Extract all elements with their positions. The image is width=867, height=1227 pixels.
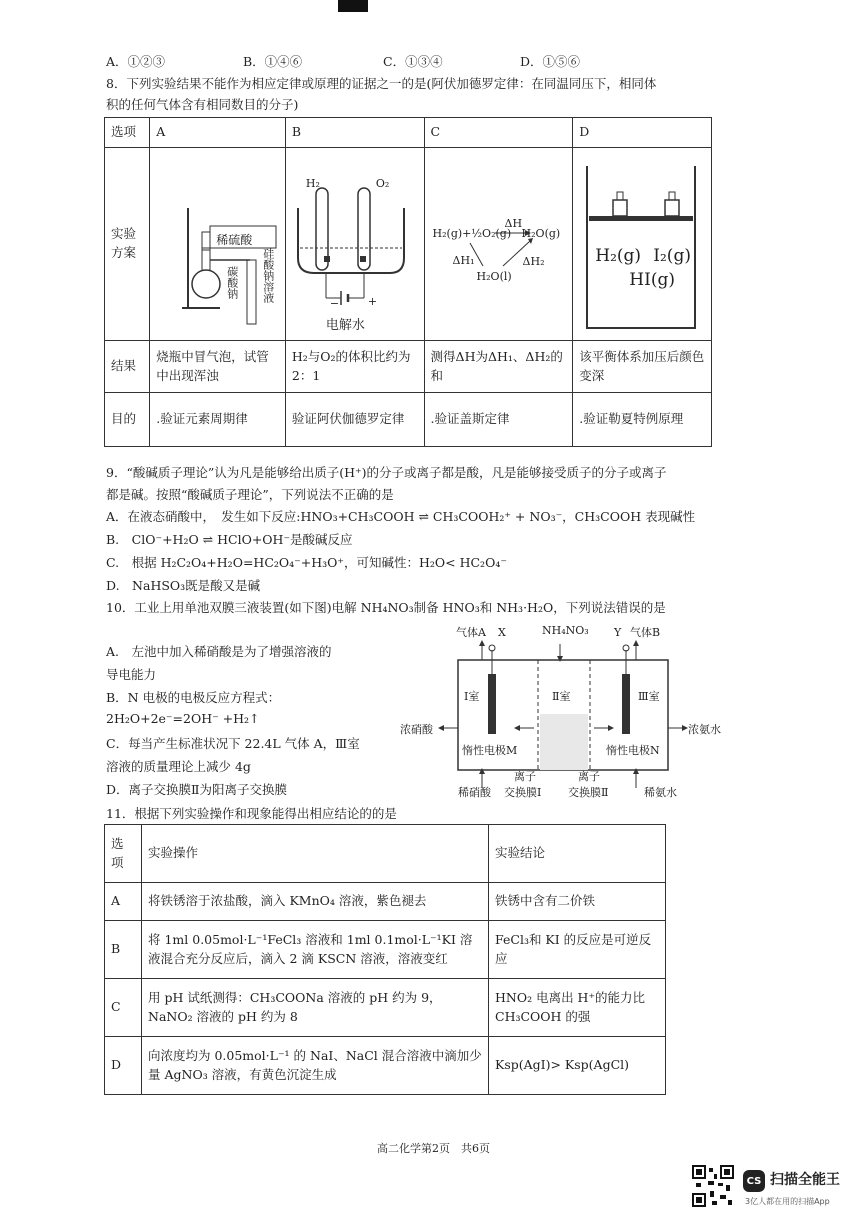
q11-row-d-operation: 向浓度均为 0.05mol·L⁻¹ 的 NaI、NaCl 混合溶液中滴加少量 AgNO₃ 溶液，有黄色沉淀生成 [142, 1037, 489, 1095]
diagram-a-acid-box: 稀硫酸 [216, 233, 253, 247]
q11-header-conclusion: 实验结论 [489, 825, 666, 883]
q7-option-d: D．①⑤⑥ [520, 54, 581, 69]
q8-header-a: A [150, 118, 286, 148]
diagram-c-dh1: ΔH₁ [452, 254, 475, 267]
q7-option-c: C．①③④ [383, 54, 443, 69]
q10-conc-hno3: 浓硝酸 [400, 723, 433, 736]
q10-option-a-line1: A. 左池中加入稀硝酸是为了增强溶液的 [106, 644, 332, 659]
diagram-a-sodium-silicate: 硅酸钠溶液 [261, 248, 275, 303]
q8-diagram-a [150, 148, 286, 341]
q10-membrane-2-line2: 交换膜Ⅱ [568, 786, 609, 799]
q9-option-c: C. 根据 H₂C₂O₄+H₂O=HC₂O₄⁻+H₃O⁺，可知碱性：H₂O< HC₂O₄⁻ [106, 555, 507, 570]
q10-membrane-1-line2: 交换膜Ⅰ [504, 786, 542, 799]
diagram-c-product-gas: H₂O(g) [521, 227, 561, 240]
q7-option-b: B．①④⑥ [243, 54, 303, 69]
q9-option-a: A．在液态硝酸中， 发生如下反应:HNO₃+CH₃COOH ⇌ CH₃COOH₂⁺ + NO₃⁻，CH₃COOH 表现碱性 [106, 509, 696, 524]
diagram-d-hi: HI(g) [629, 270, 675, 290]
q10-electrode-x: X [498, 626, 506, 639]
q10-gas-a: 气体A [456, 626, 486, 639]
camscanner-tagline: 3亿人都在用的扫描App [745, 1197, 830, 1206]
diagram-b-h2: H₂ [305, 177, 320, 190]
q8-row-label-result: 结果 [105, 341, 150, 393]
q10-electrode-y: Y [614, 626, 622, 639]
diagram-c-reactants: H₂(g)+½O₂(g) [432, 227, 512, 240]
q8-header-option: 选项 [105, 118, 150, 148]
camscanner-logo-icon: CS [743, 1170, 765, 1192]
q8-diagram-c [424, 148, 573, 341]
q11-row-b-conclusion: FeCl₃和 KI 的反应是可逆反应 [489, 921, 666, 979]
q11-row-b-operation: 将 1ml 0.05mol·L⁻¹FeCl₃ 溶液和 1ml 0.1mol·L⁻¹KI 溶液混合充分反应后，滴入 2 滴 KSCN 溶液，溶液变红 [142, 921, 489, 979]
q10-dilute-hno3: 稀硝酸 [458, 786, 491, 799]
diagram-d-i2: I₂(g) [653, 246, 691, 266]
q8-header-c: C [424, 118, 573, 148]
q10-option-d: D．离子交换膜Ⅱ为阳离子交换膜 [106, 782, 288, 797]
q10-room-3: Ⅲ室 [638, 690, 660, 703]
q8-result-d: 该平衡体系加压后颜色变深 [573, 341, 712, 393]
q10-gas-b: 气体B [630, 626, 661, 639]
diagram-b-minus: − [329, 297, 340, 310]
q8-diagram-d [573, 148, 712, 341]
q10-nh4no3: NH₄NO₃ [542, 624, 589, 637]
q8-purpose-c: .验证盖斯定律 [424, 393, 573, 447]
qr-code-icon [692, 1165, 734, 1207]
q9-stem-line2: 都是碱。按照“酸碱质子理论”，下列说法不正确的是 [106, 487, 394, 502]
q8-purpose-b: 验证阿伏伽德罗定律 [285, 393, 424, 447]
q7-option-a: A．①②③ [106, 54, 166, 69]
diagram-c-dh2: ΔH₂ [522, 255, 545, 268]
q8-row-label-purpose: 目的 [105, 393, 150, 447]
q11-header-option: 选项 [105, 825, 142, 883]
q11-row-c-operation: 用 pH 试纸测得：CH₃COONa 溶液的 pH 约为 9，NaNO₂ 溶液的 pH 约为 8 [142, 979, 489, 1037]
q10-room-2: Ⅱ室 [552, 690, 571, 703]
diagram-b-o2: O₂ [375, 177, 390, 190]
diagram-b-plus: + [367, 295, 378, 308]
q8-purpose-a: .验证元素周期律 [150, 393, 286, 447]
diagram-c-product-liquid: H₂O(l) [476, 270, 512, 283]
q8-header-d: D [573, 118, 712, 148]
q11-row-a-conclusion: 铁锈中含有二价铁 [489, 883, 666, 921]
diagram-d-h2: H₂(g) [595, 246, 642, 266]
hess-cycle-diagram [425, 148, 570, 340]
q10-conc-nh3: 浓氨水 [688, 723, 721, 736]
q11-row-d-option: D [105, 1037, 142, 1095]
q8-row-label-plan: 实验方案 [105, 148, 150, 341]
q11-stem: 11．根据下列实验操作和现象能得出相应结论的的是 [106, 806, 397, 821]
q11-table [104, 824, 666, 1095]
page-footer: 高二化学第2页 共6页 [377, 1142, 490, 1155]
q10-electrode-m: 惰性电极M [462, 744, 518, 757]
q10-option-b-line1: B．N 电极的电极反应方程式： [106, 690, 281, 705]
q9-stem-line1: 9．“酸碱质子理论”认为凡是能够给出质子(H⁺)的分子或离子都是酸，凡是能够接受质子的分子或离子 [106, 465, 667, 480]
q11-header-operation: 实验操作 [142, 825, 489, 883]
q10-option-b-line2: 2H₂O+2e⁻=2OH⁻ +H₂↑ [106, 711, 260, 726]
q8-result-c: 测得ΔH为ΔH₁、ΔH₂的和 [424, 341, 573, 393]
q8-purpose-d: .验证勒夏特例原理 [573, 393, 712, 447]
scan-marker [338, 0, 368, 12]
diagram-c-dh: ΔH [504, 217, 523, 230]
q10-electrode-n: 惰性电极N [606, 744, 660, 757]
q10-option-c-line2: 溶液的质量理论上减少 4g [106, 759, 251, 774]
q8-diagram-b [285, 148, 424, 341]
diagram-b-caption: 电解水 [325, 318, 365, 333]
q8-stem-line1: 8．下列实验结果不能作为相应定律或原理的证据之一的是(阿伏加德罗定律：在同温同压下，相同体 [106, 76, 657, 91]
q8-table [104, 117, 712, 447]
q8-stem-line2: 积的任何气体含有相同数目的分子) [106, 97, 299, 112]
q10-dilute-nh3: 稀氨水 [644, 786, 677, 799]
q9-option-b: B. ClO⁻+H₂O ⇌ HClO+OH⁻是酸碱反应 [106, 532, 353, 547]
q10-electrolysis-diagram [400, 622, 720, 800]
camscanner-brand-name: 扫描全能王 [770, 1172, 840, 1188]
q11-row-c-conclusion: HNO₂ 电离出 H⁺的能力比 CH₃COOH 的强 [489, 979, 666, 1037]
q10-stem: 10．工业上用单池双膜三液装置(如下图)电解 NH₄NO₃制备 HNO₃和 NH₃·H₂O，下列说法错误的是 [106, 600, 666, 615]
q11-row-c-option: C [105, 979, 142, 1037]
q11-row-d-conclusion: Ksp(AgI)> Ksp(AgCl) [489, 1037, 666, 1095]
q10-option-c-line1: C．每当产生标准状况下 22.4L 气体 A，Ⅲ室 [106, 736, 360, 751]
q8-header-b: B [285, 118, 424, 148]
q8-result-b: H₂与O₂的体积比约为2：1 [285, 341, 424, 393]
q11-row-b-option: B [105, 921, 142, 979]
q10-membrane-2-line1: 离子 [578, 770, 600, 783]
q11-row-a-option: A [105, 883, 142, 921]
q10-room-1: Ⅰ室 [464, 690, 480, 703]
q10-membrane-1-line1: 离子 [514, 770, 536, 783]
q9-option-d: D. NaHSO₃既是酸又是碱 [106, 578, 261, 593]
q8-result-a: 烧瓶中冒气泡，试管中出现浑浊 [150, 341, 286, 393]
diagram-a-sodium-carbonate: 碳酸钠 [225, 266, 239, 299]
q11-row-a-operation: 将铁锈溶于浓盐酸，滴入 KMnO₄ 溶液，紫色褪去 [142, 883, 489, 921]
q10-option-a-line2: 导电能力 [106, 667, 157, 682]
